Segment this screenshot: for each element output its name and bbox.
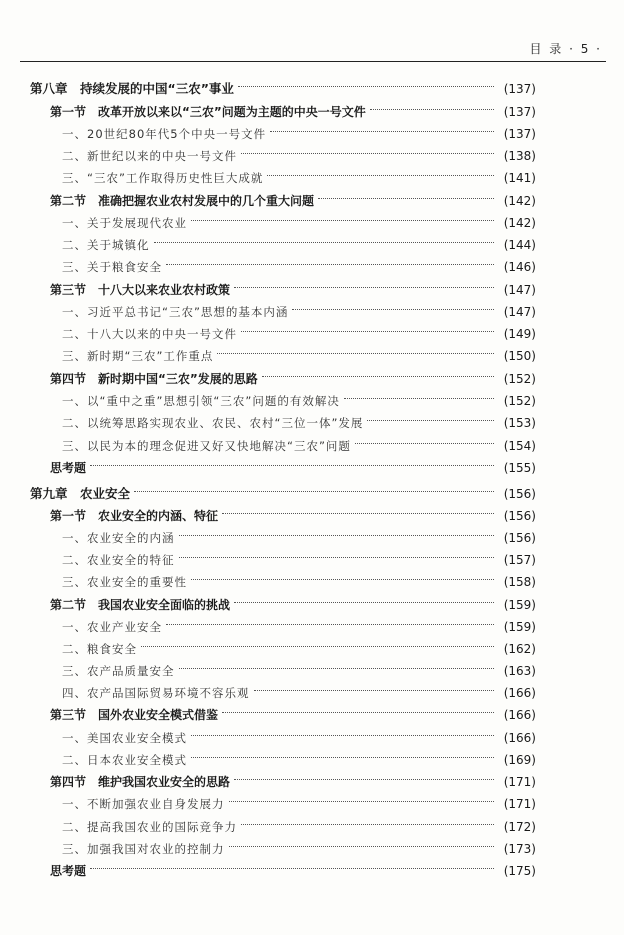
header-rule	[20, 61, 606, 62]
toc-entry-ch[interactable]	[0, 485, 624, 503]
toc-entry-page-number: (144)	[503, 238, 536, 252]
toc-entry-page-number: (172)	[503, 820, 536, 834]
dot-leader	[241, 152, 494, 154]
toc-entry-title: 第一节 改革开放以来以“三农”问题为主题的中央一号文件	[50, 105, 366, 119]
toc-entry-page-number: (138)	[503, 149, 536, 163]
dot-leader	[90, 464, 494, 466]
dot-leader	[254, 689, 494, 691]
toc-entry-item[interactable]	[0, 303, 624, 321]
dot-leader	[179, 556, 494, 558]
toc-entry-page-number: (137)	[503, 105, 536, 119]
toc-entry-ch[interactable]	[0, 80, 624, 98]
toc-entry-title: 第九章 农业安全	[30, 486, 131, 501]
dot-leader	[191, 734, 494, 736]
toc-entry-item[interactable]	[0, 640, 624, 658]
toc-entry-page-number: (142)	[503, 194, 536, 208]
dot-leader	[90, 867, 494, 869]
toc-entry-page-number: (137)	[503, 127, 536, 141]
toc-entry-title: 第三节 十八大以来农业农村政策	[50, 283, 231, 297]
dot-leader	[141, 645, 494, 647]
toc-entry-page-number: (147)	[503, 305, 536, 319]
dot-leader	[267, 174, 494, 176]
toc-entry-sec[interactable]	[0, 192, 624, 210]
toc-entry-sec[interactable]	[0, 370, 624, 388]
toc-entry-title: 第三节 国外农业安全模式借鉴	[50, 708, 219, 722]
toc-entry-page-number: (153)	[503, 416, 536, 430]
toc-entry-item[interactable]	[0, 214, 624, 232]
toc-entry-item[interactable]	[0, 662, 624, 680]
toc-entry-title: 二、关于城镇化	[62, 238, 150, 252]
dot-leader	[179, 534, 494, 536]
dot-leader	[241, 823, 494, 825]
toc-entry-title: 四、农产品国际贸易环境不容乐观	[62, 686, 250, 700]
dot-leader	[166, 263, 494, 265]
dot-leader	[222, 711, 494, 713]
toc-entry-page-number: (152)	[503, 394, 536, 408]
toc-entry-page-number: (142)	[503, 216, 536, 230]
toc-entry-page-number: (156)	[503, 509, 536, 523]
toc-entry-title: 思考题	[50, 461, 87, 475]
toc-entry-page-number: (155)	[503, 461, 536, 475]
dot-leader	[217, 352, 494, 354]
toc-entry-page-number: (166)	[503, 708, 536, 722]
toc-entry-page-number: (141)	[503, 171, 536, 185]
toc-entry-page-number: (163)	[503, 664, 536, 678]
dot-leader	[262, 375, 494, 377]
toc-entry-sec[interactable]	[0, 103, 624, 121]
toc-entry-title: 一、农业产业安全	[62, 620, 162, 634]
dot-leader	[344, 397, 494, 399]
toc-entry-page-number: (137)	[503, 82, 536, 96]
toc-entry-title: 三、农业安全的重要性	[62, 575, 187, 589]
dot-leader	[191, 219, 494, 221]
toc-entry-title: 一、不断加强农业自身发展力	[62, 797, 225, 811]
dot-leader	[191, 756, 494, 758]
toc-entry-page-number: (159)	[503, 598, 536, 612]
toc-entry-title: 三、“三农”工作取得历史性巨大成就	[62, 171, 264, 185]
toc-entry-sec[interactable]	[0, 596, 624, 614]
toc-entry-title: 二、农业安全的特征	[62, 553, 175, 567]
toc-entry-item[interactable]	[0, 169, 624, 187]
toc-entry-item[interactable]	[0, 573, 624, 591]
toc-entry-item[interactable]	[0, 347, 624, 365]
toc-entry-page-number: (147)	[503, 283, 536, 297]
toc-entry-title: 第二节 准确把握农业农村发展中的几个重大问题	[50, 194, 315, 208]
toc-entry-page-number: (158)	[503, 575, 536, 589]
toc-entry-item[interactable]	[0, 529, 624, 547]
toc-entry-item[interactable]	[0, 125, 624, 143]
dot-leader	[238, 85, 494, 87]
dot-leader	[234, 286, 494, 288]
toc-entry-item[interactable]	[0, 437, 624, 455]
dot-leader	[318, 197, 494, 199]
toc-entry-title: 第一节 农业安全的内涵、特征	[50, 509, 219, 523]
toc-entry-title: 三、以民为本的理念促进又好又快地解决“三农”问题	[62, 439, 351, 453]
toc-entry-page-number: (152)	[503, 372, 536, 386]
toc-entry-title: 第二节 我国农业安全面临的挑战	[50, 598, 231, 612]
toc-entry-item[interactable]	[0, 684, 624, 702]
toc-entry-item[interactable]	[0, 551, 624, 569]
toc-entry-sec[interactable]	[0, 507, 624, 525]
toc-entry-page-number: (146)	[503, 260, 536, 274]
toc-entry-title: 思考题	[50, 864, 87, 878]
toc-entry-title: 第四节 维护我国农业安全的思路	[50, 775, 231, 789]
toc-entry-page-number: (157)	[503, 553, 536, 567]
toc-entry-title: 三、关于粮食安全	[62, 260, 162, 274]
toc-entry-page-number: (171)	[503, 797, 536, 811]
toc-entry-page-number: (156)	[503, 531, 536, 545]
toc-entry-item[interactable]	[0, 258, 624, 276]
toc-entry-title: 二、提高我国农业的国际竞争力	[62, 820, 237, 834]
dot-leader	[367, 419, 494, 421]
dot-leader	[234, 601, 494, 603]
toc-entry-page-number: (175)	[503, 864, 536, 878]
toc-entry-sec[interactable]	[0, 281, 624, 299]
toc-entry-sec[interactable]	[0, 862, 624, 880]
dot-leader	[134, 490, 494, 492]
toc-entry-item[interactable]	[0, 414, 624, 432]
toc-entry-item[interactable]	[0, 751, 624, 769]
toc-entry-title: 二、粮食安全	[62, 642, 137, 656]
dot-leader	[355, 442, 494, 444]
header-text: 目 录 · 5 ·	[529, 42, 602, 56]
toc-entry-page-number: (166)	[503, 731, 536, 745]
toc-entry-title: 二、新世纪以来的中央一号文件	[62, 149, 237, 163]
toc-entry-title: 一、美国农业安全模式	[62, 731, 187, 745]
dot-leader	[270, 130, 494, 132]
dot-leader	[229, 845, 494, 847]
toc-entry-title: 三、农产品质量安全	[62, 664, 175, 678]
dot-leader	[166, 623, 494, 625]
toc-entry-item[interactable]	[0, 325, 624, 343]
dot-leader	[154, 241, 494, 243]
toc-entry-page-number: (154)	[503, 439, 536, 453]
toc-entry-page-number: (156)	[503, 487, 536, 501]
toc-entry-page-number: (173)	[503, 842, 536, 856]
dot-leader	[370, 108, 494, 110]
toc-entry-item[interactable]	[0, 840, 624, 858]
toc-entry-page-number: (159)	[503, 620, 536, 634]
toc-entry-title: 二、以统筹思路实现农业、农民、农村“三位一体”发展	[62, 416, 364, 430]
dot-leader	[292, 308, 494, 310]
toc-entry-title: 第八章 持续发展的中国“三农”事业	[30, 81, 234, 96]
dot-leader	[191, 578, 494, 580]
toc-entry-sec[interactable]	[0, 706, 624, 724]
toc-entry-title: 一、20世纪80年代5个中央一号文件	[62, 127, 267, 141]
dot-leader	[229, 800, 494, 802]
toc-entry-page-number: (162)	[503, 642, 536, 656]
toc-entry-page-number: (166)	[503, 686, 536, 700]
dot-leader	[179, 667, 494, 669]
toc-entry-item[interactable]	[0, 795, 624, 813]
toc-entry-page-number: (149)	[503, 327, 536, 341]
toc-entry-item[interactable]	[0, 729, 624, 747]
toc-entry-title: 一、关于发展现代农业	[62, 216, 187, 230]
toc-entry-title: 三、加强我国对农业的控制力	[62, 842, 225, 856]
toc-entry-item[interactable]	[0, 147, 624, 165]
toc-entry-title: 一、农业安全的内涵	[62, 531, 175, 545]
toc-entry-title: 第四节 新时期中国“三农”发展的思路	[50, 372, 258, 386]
toc-entry-page-number: (169)	[503, 753, 536, 767]
toc-entry-title: 二、十八大以来的中央一号文件	[62, 327, 237, 341]
toc-entry-title: 一、以“重中之重”思想引领“三农”问题的有效解决	[62, 394, 340, 408]
toc-entry-item[interactable]	[0, 392, 624, 410]
toc-entry-item[interactable]	[0, 618, 624, 636]
toc-entry-sec[interactable]	[0, 773, 624, 791]
dot-leader	[222, 512, 494, 514]
toc-entry-page-number: (150)	[503, 349, 536, 363]
toc-entry-item[interactable]	[0, 818, 624, 836]
toc-entry-sec[interactable]	[0, 459, 624, 477]
dot-leader	[241, 330, 494, 332]
toc-entry-page-number: (171)	[503, 775, 536, 789]
toc-entry-title: 一、习近平总书记“三农”思想的基本内涵	[62, 305, 289, 319]
toc-entry-title: 二、日本农业安全模式	[62, 753, 187, 767]
toc-entry-item[interactable]	[0, 236, 624, 254]
dot-leader	[234, 778, 494, 780]
page-header	[0, 38, 624, 58]
toc-entry-title: 三、新时期“三农”工作重点	[62, 349, 214, 363]
